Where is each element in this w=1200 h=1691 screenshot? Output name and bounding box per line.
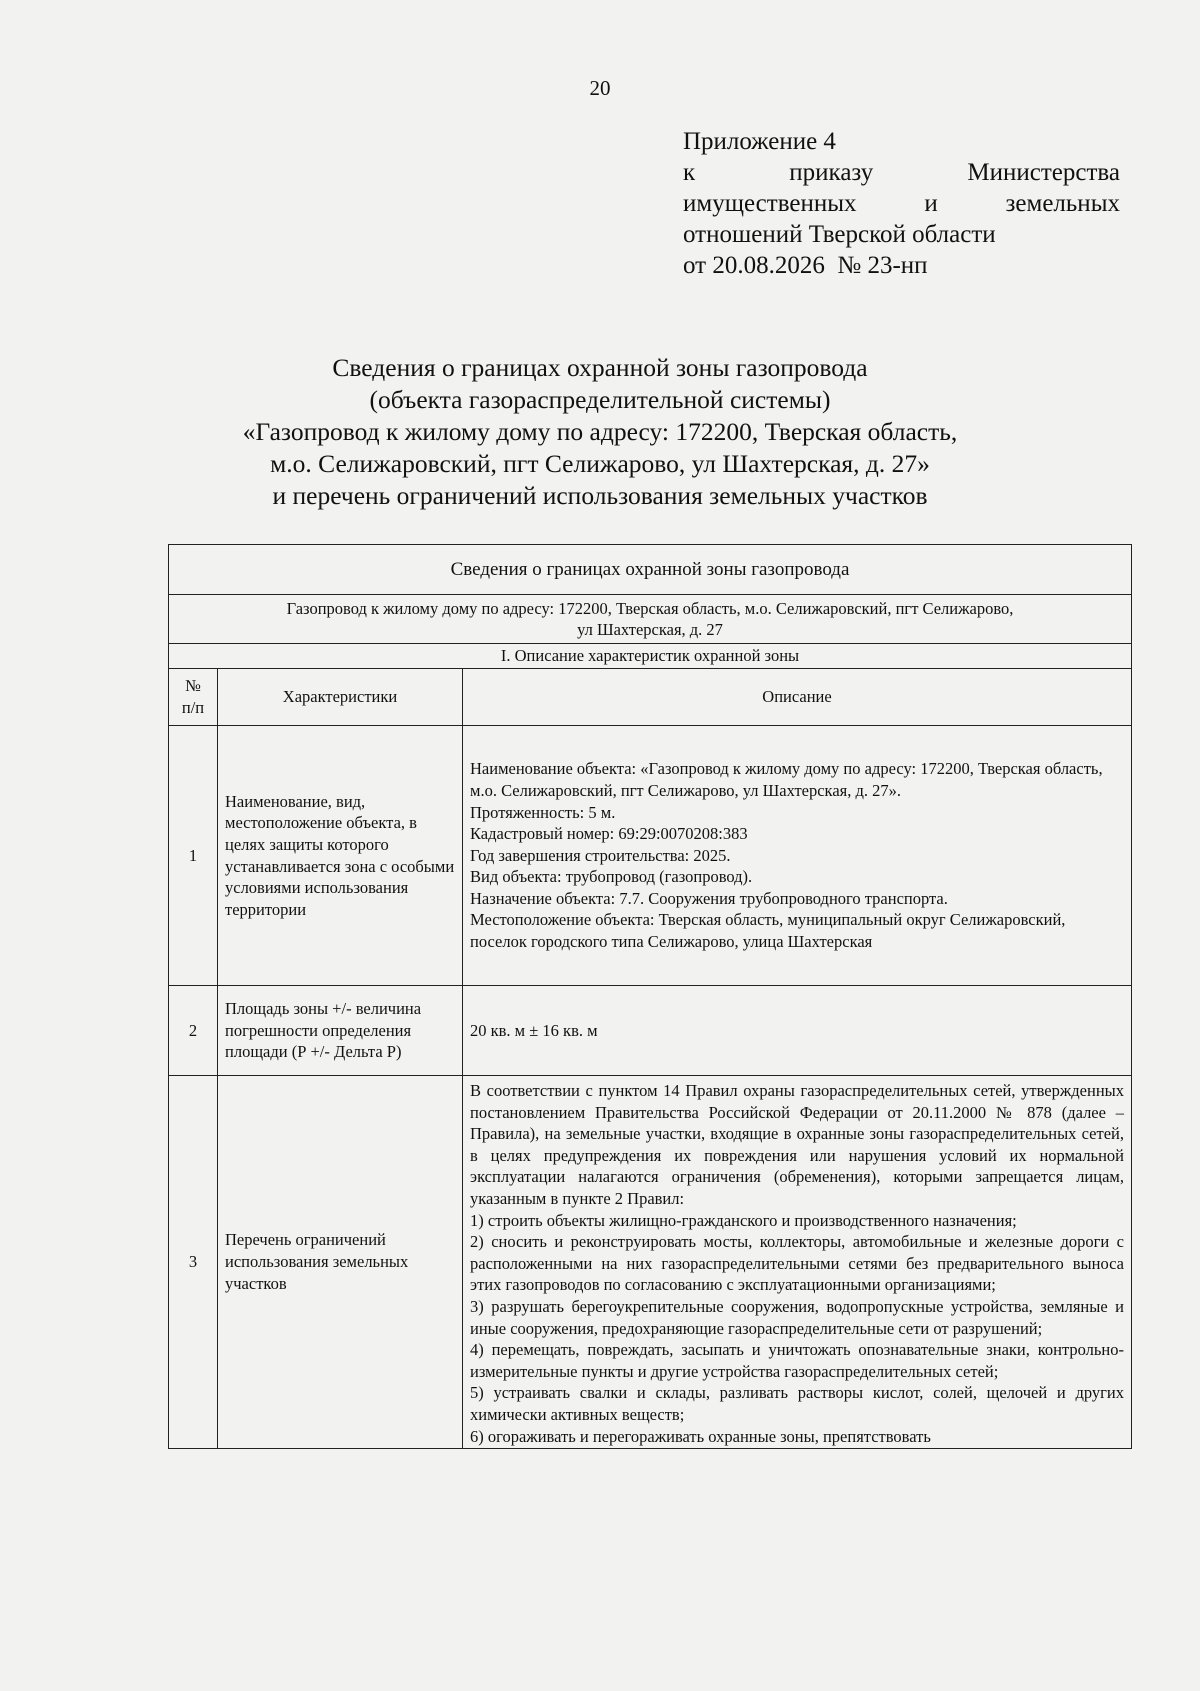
appendix-word: к bbox=[683, 159, 696, 186]
row-description: 20 кв. м ± 16 кв. м bbox=[463, 986, 1132, 1076]
description-line: Протяженность: 5 м. bbox=[470, 802, 616, 822]
row-description bbox=[463, 1076, 1132, 1449]
appendix-block bbox=[683, 126, 1120, 281]
appendix-word: и bbox=[924, 190, 938, 217]
appendix-line-2 bbox=[683, 157, 1120, 188]
table-object-row bbox=[169, 595, 1132, 644]
description-line: В соответствии с пунктом 14 Правил охраны газораспределительных сетей, утвержденных постановлением Правительства Российской Федерации от 20.11.2000 № 878 (далее – Правила), на земельные участки, входящие в охранные зоны газораспределительных сетей, в целях предупреждения их повреждения или нарушения условий их нормальной эксплуатации налагаются ограничения (обременения), которыми запрещается лицам, указанным в пункте 2 Правил: bbox=[470, 1081, 1124, 1208]
table-section-row bbox=[169, 644, 1132, 669]
appendix-word: приказу bbox=[789, 159, 874, 186]
description-line: Назначение объекта: 7.7. Сооружения трубопроводного транспорта. bbox=[470, 888, 948, 908]
appendix-line-1: Приложение 4 bbox=[683, 128, 836, 155]
section-title: I. Описание характеристик охранной зоны bbox=[169, 644, 1132, 669]
table-header: Сведения о границах охранной зоны газопровода bbox=[169, 545, 1132, 595]
table-header-row bbox=[169, 545, 1132, 595]
table-object-name bbox=[169, 595, 1132, 644]
description-line: 2) сносить и реконструировать мосты, коллекторы, автомобильные и железные дороги с расположенными на них газораспределительными сетями без предварительного выноса этих газопроводов по согласованию с эксплуатационными организациями; bbox=[470, 1232, 1124, 1295]
table-row bbox=[169, 726, 1132, 986]
title-line-1: Сведения о границах охранной зоны газопровода bbox=[332, 353, 868, 382]
description-line: 1) строить объекты жилищно-гражданского и производственного назначения; bbox=[470, 1210, 1017, 1230]
column-header-number-line-2: п/п bbox=[181, 698, 205, 717]
description-line: Кадастровый номер: 69:29:0070208:383 bbox=[470, 824, 748, 844]
appendix-line-5: от 20.08.2026 № 23-нп bbox=[683, 252, 928, 279]
appendix-line-4: отношений Тверской области bbox=[683, 221, 996, 248]
title-line-2: (объекта газораспределительной системы) bbox=[369, 385, 831, 414]
row-number: 2 bbox=[169, 986, 218, 1076]
object-line-1: Газопровод к жилому дому по адресу: 172200, Тверская область, м.о. Селижаровский, пгт Селижарово, bbox=[286, 599, 1014, 618]
description-line: 6) огораживать и перегораживать охранные зоны, препятствовать bbox=[470, 1426, 931, 1446]
object-line-2: ул Шахтерская, д. 27 bbox=[577, 620, 723, 639]
row-characteristic: Площадь зоны +/- величина погрешности определения площади (Р +/- Дельта Р) bbox=[218, 986, 463, 1076]
column-header-description: Описание bbox=[463, 669, 1132, 726]
table-row bbox=[169, 1076, 1132, 1449]
zone-table bbox=[168, 544, 1132, 1449]
description-line: Местоположение объекта: Тверская область, муниципальный округ Селижаровский, поселок городского типа Селижарово, улица Шахтерская bbox=[470, 910, 1066, 952]
row-characteristic: Наименование, вид, местоположение объекта, в целях защиты которого устанавливается зона с особыми условиями использования территории bbox=[218, 726, 463, 986]
document-title bbox=[0, 352, 1200, 512]
description-line: Вид объекта: трубопровод (газопровод). bbox=[470, 867, 753, 887]
table-column-headers bbox=[169, 669, 1132, 726]
title-line-3: «Газопровод к жилому дому по адресу: 172200, Тверская область, bbox=[242, 417, 958, 446]
row-number: 1 bbox=[169, 726, 218, 986]
column-header-characteristics: Характеристики bbox=[218, 669, 463, 726]
page-number: 20 bbox=[589, 76, 611, 100]
row-number: 3 bbox=[169, 1076, 218, 1449]
title-line-4: м.о. Селижаровский, пгт Селижарово, ул Шахтерская, д. 27» bbox=[270, 449, 930, 478]
row-characteristic: Перечень ограничений использования земельных участков bbox=[218, 1076, 463, 1449]
column-header-number bbox=[169, 669, 218, 726]
description-line: 5) устраивать свалки и склады, разливать растворы кислот, солей, щелочей и других химически активных веществ; bbox=[470, 1383, 1124, 1424]
title-line-5: и перечень ограничений использования земельных участков bbox=[272, 481, 928, 510]
appendix-word: имущественных bbox=[683, 190, 857, 217]
appendix-word: Министерства bbox=[967, 159, 1120, 186]
description-line: 3) разрушать берегоукрепительные сооружения, водопропускные устройства, земляные и иные сооружения, предохраняющие газораспределительные сети от разрушений; bbox=[470, 1296, 1124, 1338]
table-row bbox=[169, 986, 1132, 1076]
column-header-number-line-1: № bbox=[185, 676, 201, 696]
description-line: 4) перемещать, повреждать, засыпать и уничтожать опознавательные знаки, контрольно-измерительные пункты и другие устройства газораспределительных сетей; bbox=[470, 1340, 1124, 1381]
appendix-line-3 bbox=[683, 188, 1120, 219]
row-description bbox=[463, 726, 1132, 986]
description-line: Год завершения строительства: 2025. bbox=[470, 845, 731, 865]
description-line: Наименование объекта: «Газопровод к жилому дому по адресу: 172200, Тверская область, м.о. Селижаровский, пгт Селижарово, ул Шахтерская, д. 27». bbox=[470, 759, 1103, 800]
appendix-word: земельных bbox=[1005, 190, 1120, 217]
